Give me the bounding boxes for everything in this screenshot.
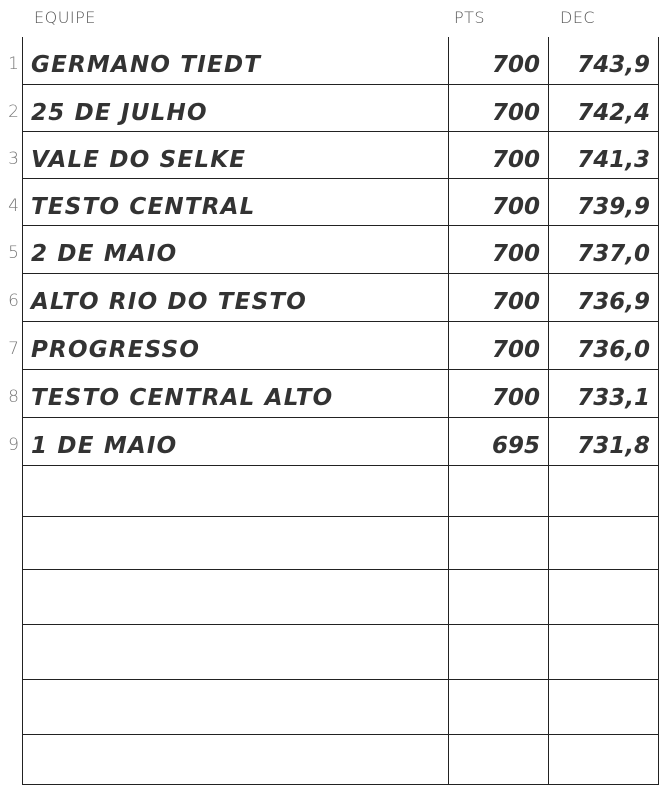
team-name: GERMANO TIEDT — [31, 52, 262, 78]
header-team: EQUIPE — [34, 8, 96, 27]
team-name: 25 DE JULHO — [31, 100, 208, 126]
team-decimal: 737,0 — [577, 241, 650, 267]
team-decimal: 736,0 — [577, 337, 650, 363]
team-points: 700 — [491, 385, 540, 411]
empty-row — [23, 466, 658, 517]
team-name: TESTO CENTRAL — [31, 194, 256, 220]
team-name: 2 DE MAIO — [31, 241, 178, 267]
table-row — [8, 370, 658, 418]
team-decimal: 731,8 — [577, 433, 650, 459]
table-row — [8, 274, 658, 322]
table-row — [8, 179, 658, 226]
team-name: PROGRESSO — [31, 337, 201, 363]
table-row — [8, 418, 658, 466]
header-pts: PTS — [454, 8, 486, 27]
team-name: VALE DO SELKE — [31, 147, 247, 173]
team-decimal: 741,3 — [577, 147, 650, 173]
empty-row — [23, 680, 658, 735]
team-points: 700 — [491, 52, 540, 78]
rank-number: 2 — [8, 102, 19, 122]
team-points: 695 — [491, 433, 540, 459]
header-dec: DEC — [560, 8, 596, 27]
team-points: 700 — [491, 241, 540, 267]
table-row — [8, 226, 658, 274]
team-decimal: 733,1 — [577, 385, 650, 411]
team-decimal: 739,9 — [577, 194, 650, 220]
table-row — [8, 322, 658, 370]
team-decimal: 736,9 — [577, 289, 650, 315]
table-row — [8, 85, 658, 132]
team-name: ALTO RIO DO TESTO — [31, 289, 307, 315]
team-decimal: 742,4 — [577, 100, 650, 126]
rank-number: 3 — [8, 149, 19, 169]
table-row — [8, 37, 658, 85]
rank-number: 7 — [8, 339, 19, 359]
team-points: 700 — [491, 100, 540, 126]
rank-number: 1 — [8, 54, 19, 74]
rank-number: 4 — [8, 196, 19, 216]
team-decimal: 743,9 — [577, 52, 650, 78]
team-name: 1 DE MAIO — [31, 433, 178, 459]
empty-row — [23, 517, 658, 570]
rank-number: 9 — [8, 435, 19, 455]
rank-number: 6 — [8, 291, 19, 311]
empty-row — [23, 625, 658, 680]
team-points: 700 — [491, 289, 540, 315]
empty-row — [23, 570, 658, 625]
table-row — [8, 132, 658, 179]
team-name: TESTO CENTRAL ALTO — [31, 385, 334, 411]
rank-number: 5 — [8, 243, 19, 263]
rank-number: 8 — [8, 387, 19, 407]
team-points: 700 — [491, 147, 540, 173]
team-points: 700 — [491, 337, 540, 363]
standings-table — [8, 37, 659, 785]
team-points: 700 — [491, 194, 540, 220]
